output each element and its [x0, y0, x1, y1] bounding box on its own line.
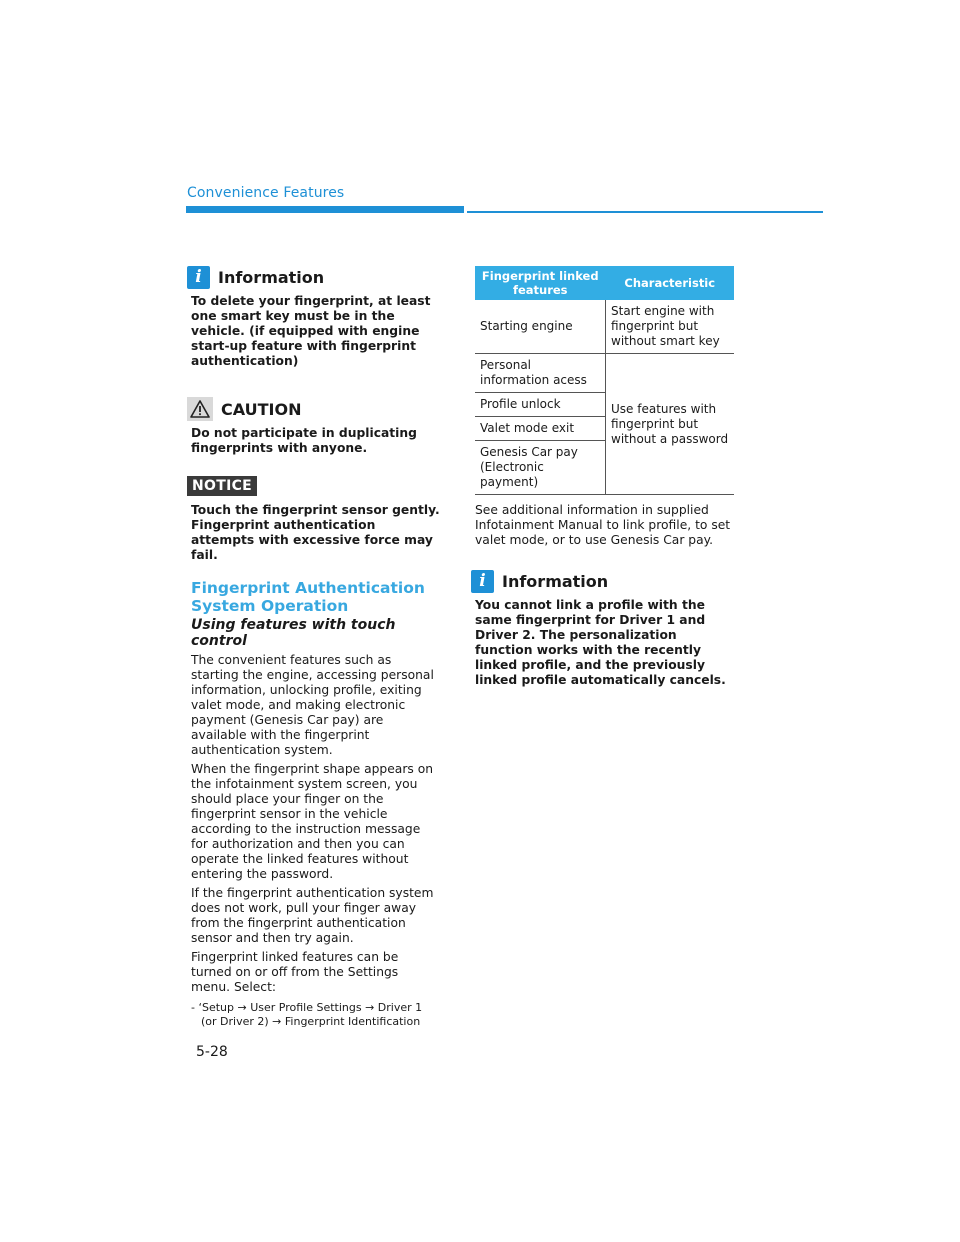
column-header-features: Fingerprint linked features: [475, 266, 606, 300]
table-row: [475, 300, 734, 354]
information-callout-header: [187, 266, 441, 289]
table-cell-characteristic: Use features with fingerprint but without a password: [606, 354, 735, 495]
table-cell-feature: Genesis Car pay (Electronic payment): [475, 441, 606, 495]
table-cell-feature: Valet mode exit: [475, 417, 606, 441]
table-cell-characteristic: Start engine with fingerprint but without smart key: [606, 300, 735, 354]
header-rule-thick: [186, 206, 464, 213]
header-rule-thin: [467, 211, 823, 213]
information-title: Information: [218, 268, 325, 287]
info-icon: i: [471, 570, 494, 593]
caution-title: CAUTION: [221, 399, 302, 419]
section-title: Fingerprint Authentication System Operation: [191, 579, 425, 615]
body-paragraph: Fingerprint linked features can be turned on or off from the Settings menu. Select:: [191, 950, 399, 994]
caution-text: Do not participate in duplicating fingerprints with anyone.: [191, 426, 417, 455]
table-row: [475, 354, 734, 393]
information-callout-2: [475, 570, 735, 688]
chapter-title: Convenience Features: [187, 185, 345, 201]
table-header-row: [475, 266, 734, 300]
table-cell-feature: Starting engine: [475, 300, 606, 354]
column-header-characteristic: Characteristic: [606, 266, 735, 300]
table-cell-feature: Personal information acess: [475, 354, 606, 393]
page-number: 5-28: [196, 1044, 228, 1060]
information-title: Information: [502, 572, 609, 591]
table-cell-feature: Profile unlock: [475, 393, 606, 417]
information-text: You cannot link a profile with the same fingerprint for Driver 1 and Driver 2. The personalization function works with the recently linked profile, and the previously linked profile automatically cancels.: [475, 598, 726, 687]
fingerprint-features-table: [475, 266, 734, 495]
info-icon: i: [187, 266, 210, 289]
right-column: [475, 266, 735, 688]
caution-callout-header: [187, 397, 441, 421]
notice-badge: NOTICE: [187, 476, 257, 496]
body-paragraph: The convenient features such as starting the engine, accessing personal information, unlocking profile, exiting valet mode, and making electronic payment (Genesis Car pay) are available with the fingerprint authentication system.: [191, 653, 434, 757]
information-callout: [191, 266, 441, 369]
settings-menu-path: - ‘Setup → User Profile Settings → Driver 1 (or Driver 2) → Fingerprint Identification: [191, 1001, 423, 1028]
left-column: [191, 266, 441, 1029]
notice-text: Touch the fingerprint sensor gently. Fingerprint authentication attempts with excessive force may fail.: [191, 503, 440, 562]
caution-callout: [191, 397, 441, 456]
body-paragraph: When the fingerprint shape appears on the infotainment system screen, you should place your finger on the fingerprint sensor in the vehicle according to the instruction message for authorization and then you can operate the linked features without entering the password.: [191, 762, 434, 881]
infotainment-note: See additional information in supplied Infotainment Manual to link profile, to set valet mode, or to use Genesis Car pay.: [475, 503, 731, 547]
notice-callout: [191, 475, 441, 563]
warning-triangle-icon: [187, 397, 213, 421]
information-text: To delete your fingerprint, at least one smart key must be in the vehicle. (if equipped with engine start-up feature with fingerprint authentication): [191, 294, 431, 368]
subsection-title: Using features with touch control: [191, 617, 396, 649]
body-paragraph: If the fingerprint authentication system does not work, pull your finger away from the fingerprint authentication sensor and then try again.: [191, 886, 434, 945]
information-callout-header: [471, 570, 735, 593]
